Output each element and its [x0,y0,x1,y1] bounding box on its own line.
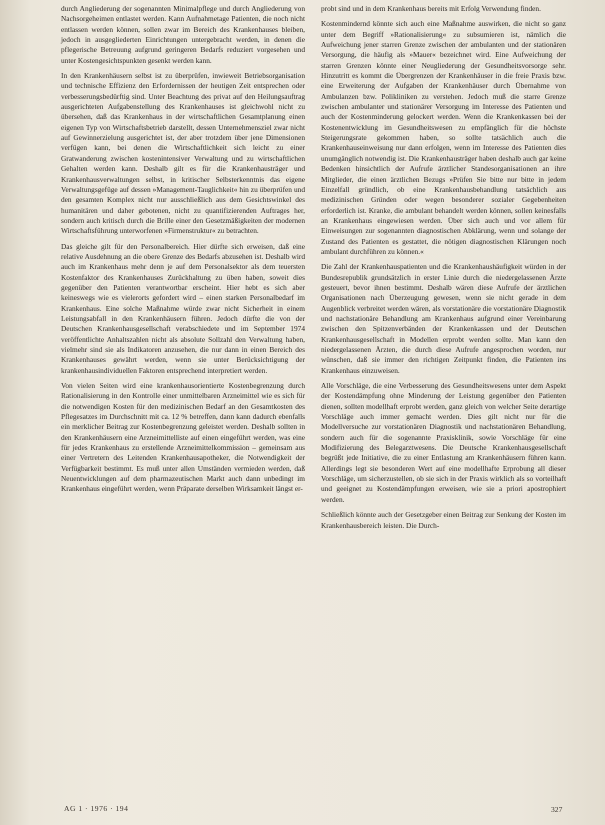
journal-citation: AG 1 · 1976 · 194 [64,804,129,813]
paragraph: Von vielen Seiten wird eine krankenhausorientierte Kostenbegrenzung durch Rationalisierung in den Kontrolle einer unmittelbaren Arzneimittel wie es sich für die notwendigen Kosten für den medizinischen Bedarf an den Gesamtkosten des Pflegesatzes im Durchschnitt mit ca. 12 % betreffen, dann kann dadurch ebenfalls ein merklicher Beitrag zur Kostenbegrenzung geleistet werden. Deshalb sollten in den Krankenhäusern eine Arzneimittelliste auf einen eingeführt werden, was eine für jedes Krankenhaus zu erstellende Arzneimittelkommission – gemeinsam aus einer Vertretern des Leitenden Krankenhausapotheker, die Notwendigkeit der Verfügbarkeit bestimmt. Es muß unter allen Umständen vermieden werden, daß Neuentwicklungen auf dem pharmazeutischen Markt auch dann unbedingt im Krankenhaus eingeführt werden, wenn Präparate derselben Wirksamkeit längst er- [61,381,305,494]
paragraph: Alle Vorschläge, die eine Verbesserung des Gesundheitswesens unter dem Aspekt der Kostendämpfung ohne Minderung der Leistung gegenüber den Patienten dienen, sollten modellhaft erprobt werden, ganz gleich von welcher Seite derartige Vorschläge auch immer gemacht werden. Dies gilt nicht nur für die Modellversuche zur vorstationären Diagnostik und nachstationären Behandlung, sondern auch für die sogenannte Praxisklinik, sowie Vorschläge für eine Modifizierung des Belegarztwesens. Die Deutsche Krankenhausgesellschaft begrüßt jede Initiative, die zu einer Entlastung am Krankenhäusern führen kann. Allerdings legt sie besonderen Wert auf eine modellhafte Erprobung all dieser Vorschläge, um sicherzustellen, ob sie sich in der Praxis wirklich als so vorteilhaft und geeignet zu Kostendämpfungen erweisen, wie sie a priori apostrophiert werden. [321,381,566,504]
left-text-column [61,4,305,499]
paragraph: Die Zahl der Krankenhauspatienten und die Krankenhaushäufigkeit würden in der Bundesrepublik grundsätzlich in erster Linie durch die niedergelassenen Ärzte gesteuert, bevor ihnen bestimmt. Deshalb wären diese Aufrufe der ärztlichen Organisationen nach Überzeugung gewesen, wenn sie nicht gerade in dem Augenblick verbreitet werden wären, als vorstationäre die vorstationäre Diagnostik und nachstationäre Behandlung am Krankenhaus aufgrund einer Vereinbarung zwischen den Spitzenverbänden der Krankenkassen und der Deutschen Krankenhausgesellschaft in Modellen erprobt werden sollte. Man kann den niedergelassenen Ärzten, die durch diese Aufrufe angesprochen worden, nur wünschen, daß sie immer den richtigen Zeitpunkt finden, die Patienten ins Krankenhaus einzuweisen. [321,262,566,375]
page-number: 327 [551,805,563,814]
paragraph: Schließlich könnte auch der Gesetzgeber einen Beitrag zur Senkung der Kosten im Krankenhausbereich leisten. Die Durch- [321,510,566,530]
paragraph: probt sind und in dem Krankenhaus bereits mit Erfolg Verwendung finden. [321,4,541,13]
paragraph: In den Krankenhäusern selbst ist zu überprüfen, inwieweit Betriebsorganisation und technische Effizienz den Erfordernissen der heutigen Zeit entsprechen oder verbesserungsbedürftig sind. Unter Beachtung des privat auf den Heilungsauftrag ausgerichteten Aufgabenstellung des Krankenhauses ist gleichwohl nicht zu übersehen, daß das Krankenhaus in der wirtschaftlichen Gesamtplanung einen eigenen Typ von Wirtschaftsbetrieb darstellt, dessen Unternehmensziel zwar nicht auf Gewinnerzielung ausgerichtet ist, der aber trotzdem über jene Dimensionen verfügen kann, bei denen die Wirtschaftlichkeit sich leicht zu einer Gratwanderung zwischen kostenintensiver Verwaltung und zu wirtschaftlichen Gehalten werden kann. Deshalb gilt es für die Krankenhausträger und Krankenhausverwaltungen selbst, in kritischer Selbsterkenntnis das eigene Verwaltungsgefüge auf dessen »Management-Tauglichkeit« hin zu überprüfen und den gesamten Komplex nicht nur ausschließlich aus dem Gesichtswinkel des humanitären und daher gebotenen, nicht zu quantifizierenden Auftrages her, sondern auch kritisch durch die Brille einer den Gesetzmäßigkeiten der modernen Wirtschaftsführung unterworfenen »Firmenstruktur« zu betrachten. [61,71,305,236]
right-text-column [321,4,566,535]
paragraph: durch Angliederung der sogenannten Minimalpflege und durch Angliederung von Nachsorgeheimen entlastet werden. Kann Aufnahmetage Patienten, die noch nicht entlassen werden können, sollen zwar im Bereich des Krankenhauses bleiben, jedoch in ausgegliederten Einrichtungen untergebracht werden, in denen die pflegerische Betreuung aufgrund geringeren Bedarfs reduziert vorgesehen und unter Kostengesichtspunkten gesenkt werden kann. [61,4,305,65]
paragraph: Das gleiche gilt für den Personalbereich. Hier dürfte sich erweisen, daß eine relative Ausdehnung an die obere Grenze des Bedarfs abzusehen ist. Deshalb wird auch im Krankenhaus mehr denn je auf dem Personalsektor als dem teuersten Kostenfaktor des Krankenhauses Zurückhaltung zu üben haben, soweit dies gegenüber den Patienten verantwortbar erscheint. Hier hebt es sich aber keineswegs wie es vielerorts gefordert wird – einen starken Personalbedarf im Krankenhaus. Eine solche Maßnahme würde zwar nicht Sicherheit in einem Leistungsabfall in den Krankenhäusern führen. Jedoch dürfte die von der Deutschen Krankenhausgesellschaft verabschiedete und im September 1974 veröffentlichte Anhaltszahlen nicht als absolute Sollzahl den Verwaltung haben, vielmehr sind sie als Indikatoren anzusehen, die nur dann in einen Bereich des Krankenhauses gewährt werden, wenn sie unter Berücksichtigung der krankenhausindividuellen Faktoren entsprechend interpretiert werden. [61,241,305,375]
paragraph: Kostenmindernd könnte sich auch eine Maßnahme auswirken, die nicht so ganz unter dem Begriff »Rationalisierung« zu subsumieren ist, nämlich die Aufweichung jener starren Grenze zwischen der ambulanten und der stationären Versorgung, die häufig als »Mauer« bezeichnet wird. Eine Aufweichung der starren Grenzen könnte einer Neugliederung der Gesundheitsvorsorge sehr. Hinzutritt es kommt die Übergrenzen der Krankenhäuser in die freie Praxis bzw. eine Erweiterung der Aufgaben der Krankenhäuser durch Übernahme von Ambulanzen bzw. Polikliniken zu verstehen. Jedoch muß die starre Grenze zwischen ambulanter und stationärer Versorgung im Interesse des Patienten und auch der Kostenminderung gelockert werden. Wenn die Krankenkassen bei der Kostenentwicklung im Gesundheitswesen zu empfänglich für die höchste Steigerungsrate gekommen haben, so sollte tatsächlich auch die Krankenhauseinweisung nur dann erfolgen, wenn im Interesse des Patienten dies unumgänglich notwendig ist. Die Krankenhausträger haben deshalb auch gar keine Bedenken hinsichtlich der Aufrufe ärztlicher Standesorganisationen an ihre Mitglieder, die einen ärztlichen Bezugs »Prüfen Sie bitte nur bitte in jedem Einzelfall gründlich, ob eine Krankenhausbehandlung tatsächlich aus medizinischen Gründen oder wegen besonderer sozialer Gegebenheiten erforderlich ist. Kranke, die ambulant behandelt werden können, sollen keinesfalls an Krankenhaus eingewiesen werden. Über sich auch und vor allem für Einweisungen zur sogenannten diagnostischen Abklärung, wenn und solange der Zustand des Patienten es gestattet, die nötigen diagnostischen Klärungen noch ambulant durchführen zu können.« [321,19,566,256]
